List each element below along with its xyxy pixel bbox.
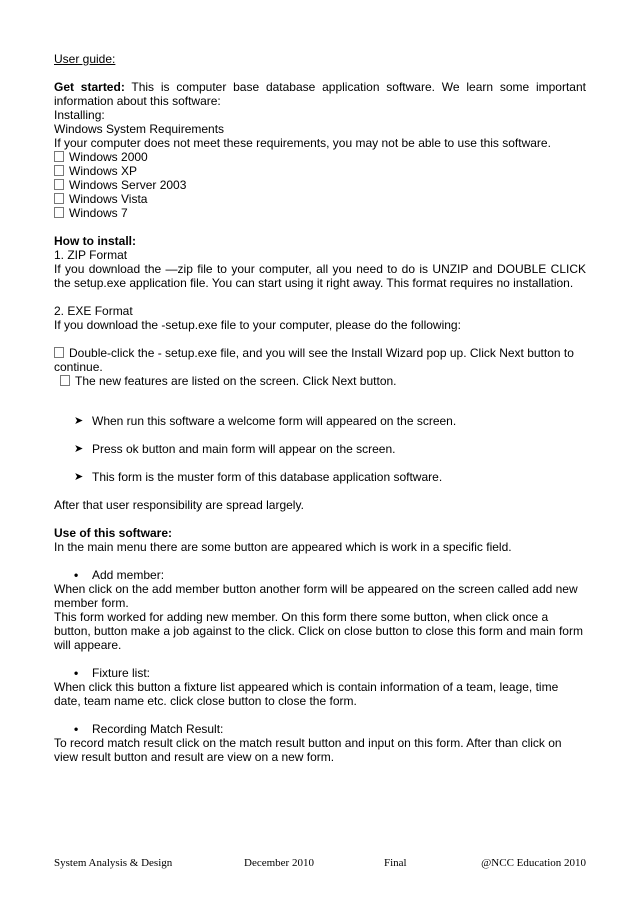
checkbox-icon [54, 179, 64, 190]
arrow-bullet-icon: ➤ [74, 471, 84, 483]
checkbox-icon [54, 207, 64, 218]
checkbox-icon [54, 347, 64, 358]
requirements-text: If your computer does not meet these requirements, you may not be able to use this software. [54, 136, 551, 150]
get-started-text: This is computer base database application software. We learn some important information about this software: [54, 80, 586, 108]
checkbox-icon [54, 151, 64, 162]
get-started-label: Get started: [54, 80, 125, 94]
checkbox-icon [54, 193, 64, 204]
arrow-bullet-icon: ➤ [74, 415, 84, 427]
list-item: ➤ This form is the muster form of this database application software. [74, 470, 443, 484]
fixture-bullet: • Fixture list: [74, 666, 151, 680]
installing-label: Installing: [54, 108, 105, 122]
bullet-icon: • [74, 568, 79, 582]
os-item: Windows 7 [54, 206, 586, 220]
document-body [54, 52, 586, 764]
bullet-icon: • [74, 722, 79, 736]
arrow-bullet-icon: ➤ [74, 443, 84, 455]
install-step-1: Double-click the - setup.exe file, and you will see the Install Wizard pop up. Click Next button to continue. [54, 346, 574, 374]
os-item: Windows XP [54, 164, 586, 178]
footer-date: December 2010 [244, 857, 314, 869]
exe-text: If you download the -setup.exe file to your computer, please do the following: [54, 318, 461, 332]
checkbox-icon [54, 165, 64, 176]
fixture-text: When click this button a fixture list appeared which is contain information of a team, leage, time date, team name etc. click close button to close the form. [54, 680, 559, 708]
list-item: ➤ When run this software a welcome form will appeared on the screen. [74, 414, 457, 428]
os-item: Windows 2000 [54, 150, 586, 164]
os-list [54, 150, 586, 220]
footer-copyright: @NCC Education 2010 [481, 857, 586, 869]
install-step-2: The new features are listed on the screen. Click Next button. [54, 374, 586, 388]
recording-text: To record match result click on the match result button and input on this form. After than click on view result button and result are view on a new form. [54, 736, 562, 764]
use-title: Use of this software: [54, 526, 173, 540]
after-text: After that user responsibility are spread largely. [54, 498, 304, 512]
checkbox-icon [60, 375, 70, 386]
use-intro: In the main menu there are some button are appeared which is work in a specific field. [54, 540, 512, 554]
page-heading: User guide: [54, 52, 116, 66]
recording-bullet: • Recording Match Result: [74, 722, 224, 736]
add-member-bullet: • Add member: [74, 568, 165, 582]
get-started-paragraph [54, 80, 586, 108]
exe-title: 2. EXE Format [54, 304, 133, 318]
zip-text: If you download the —zip file to your computer, all you need to do is UNZIP and DOUBLE CLICK the setup.exe application file. You can start using it right away. This format requires no installation. [54, 262, 586, 290]
add-member-text-1: When click on the add member button another form will be appeared on the screen called add new member form. [54, 582, 578, 610]
zip-title: 1. ZIP Format [54, 248, 128, 262]
footer-status: Final [384, 857, 407, 869]
os-item: Windows Vista [54, 192, 586, 206]
list-item: ➤ Press ok button and main form will appear on the screen. [74, 442, 396, 456]
bullet-icon: • [74, 666, 79, 680]
arrow-list [74, 414, 586, 484]
footer-course: System Analysis & Design [54, 857, 173, 869]
os-item: Windows Server 2003 [54, 178, 586, 192]
requirements-title: Windows System Requirements [54, 122, 225, 136]
add-member-text-2: This form worked for adding new member. On this form there some button, when click once a button, button make a job against to the click. Click on close button to close this form and main form will appeare. [54, 610, 583, 652]
install-title: How to install: [54, 234, 136, 248]
